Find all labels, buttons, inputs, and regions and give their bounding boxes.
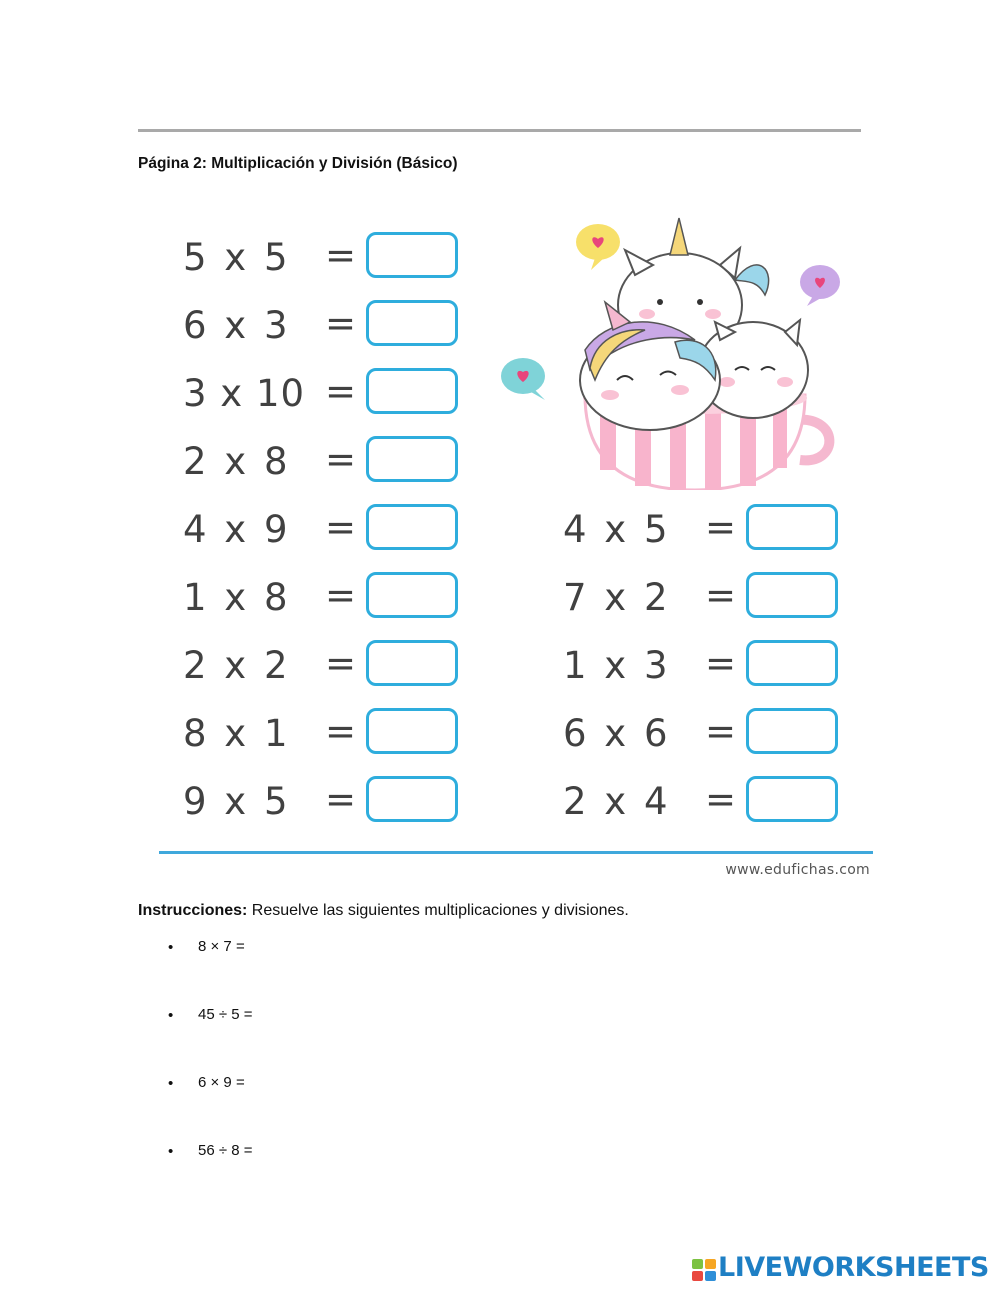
problem-row <box>183 232 473 286</box>
heart-bubble-icon <box>800 265 840 306</box>
problem-expression: 4 x 9 <box>183 508 291 551</box>
problem-expression: 1 x 3 <box>563 644 671 687</box>
equals-sign: = <box>325 574 357 617</box>
problem-expression: 3 x 10 <box>183 372 306 415</box>
problem-row <box>563 640 853 694</box>
problem-row <box>183 640 473 694</box>
bullet-icon: • <box>168 1007 174 1024</box>
answer-box[interactable] <box>366 436 458 482</box>
bullet-icon: • <box>168 1143 174 1160</box>
instructions-label: Instrucciones: <box>138 902 248 919</box>
page-title: Página 2: Multiplicación y División (Básico) <box>138 155 458 172</box>
liveworksheets-logo[interactable] <box>692 1254 992 1284</box>
equals-sign: = <box>325 302 357 345</box>
liveworksheets-wordmark: LIVEWORKSHEETS <box>718 1252 989 1283</box>
problem-row <box>563 776 853 830</box>
problem-expression: 2 x 8 <box>183 440 291 483</box>
problem-row <box>183 436 473 490</box>
answer-box[interactable] <box>746 572 838 618</box>
equals-sign: = <box>705 642 737 685</box>
problem-row <box>183 300 473 354</box>
equals-sign: = <box>325 778 357 821</box>
answer-box[interactable] <box>366 232 458 278</box>
answer-box[interactable] <box>366 708 458 754</box>
problem-expression: 2 x 2 <box>183 644 291 687</box>
problem-row <box>183 776 473 830</box>
equals-sign: = <box>705 574 737 617</box>
equals-sign: = <box>325 710 357 753</box>
problem-row <box>183 708 473 762</box>
problem-expression: 8 x 1 <box>183 712 291 755</box>
unicorn-cats-in-cup-icon <box>495 210 855 490</box>
question-text: 45 ÷ 5 = <box>198 1006 253 1023</box>
answer-box[interactable] <box>366 572 458 618</box>
problem-row <box>563 572 853 626</box>
equals-sign: = <box>325 642 357 685</box>
heart-bubble-icon <box>576 224 620 270</box>
equals-sign: = <box>325 370 357 413</box>
top-divider <box>138 129 861 132</box>
problem-expression: 4 x 5 <box>563 508 671 551</box>
worksheet-image <box>140 188 880 888</box>
answer-box[interactable] <box>366 300 458 346</box>
question-text: 8 × 7 = <box>198 938 245 955</box>
problem-expression: 7 x 2 <box>563 576 671 619</box>
problem-expression: 6 x 6 <box>563 712 671 755</box>
equals-sign: = <box>705 710 737 753</box>
problem-expression: 2 x 4 <box>563 780 671 823</box>
problem-expression: 6 x 3 <box>183 304 291 347</box>
heart-bubble-icon <box>501 358 545 400</box>
problem-row <box>183 572 473 626</box>
problem-expression: 9 x 5 <box>183 780 291 823</box>
equals-sign: = <box>325 234 357 277</box>
answer-box[interactable] <box>366 776 458 822</box>
answer-box[interactable] <box>366 640 458 686</box>
problem-row <box>183 368 473 422</box>
instructions-text: Resuelve las siguientes multiplicaciones y divisiones. <box>247 902 629 919</box>
equals-sign: = <box>705 778 737 821</box>
question-text: 56 ÷ 8 = <box>198 1142 253 1159</box>
problem-expression: 5 x 5 <box>183 236 291 279</box>
answer-box[interactable] <box>366 368 458 414</box>
answer-box[interactable] <box>746 776 838 822</box>
instructions <box>138 902 629 920</box>
answer-box[interactable] <box>746 504 838 550</box>
answer-box[interactable] <box>746 640 838 686</box>
answer-box[interactable] <box>746 708 838 754</box>
problem-row <box>183 504 473 558</box>
credit-text: www.edufichas.com <box>725 862 870 878</box>
bullet-icon: • <box>168 1075 174 1092</box>
question-text: 6 × 9 = <box>198 1074 245 1091</box>
equals-sign: = <box>325 506 357 549</box>
problem-row <box>563 504 853 558</box>
bullet-icon: • <box>168 939 174 956</box>
equals-sign: = <box>325 438 357 481</box>
worksheet-bottom-rule <box>159 851 873 854</box>
answer-box[interactable] <box>366 504 458 550</box>
equals-sign: = <box>705 506 737 549</box>
problem-row <box>563 708 853 762</box>
problem-expression: 1 x 8 <box>183 576 291 619</box>
liveworksheets-mark-icon <box>692 1259 718 1281</box>
